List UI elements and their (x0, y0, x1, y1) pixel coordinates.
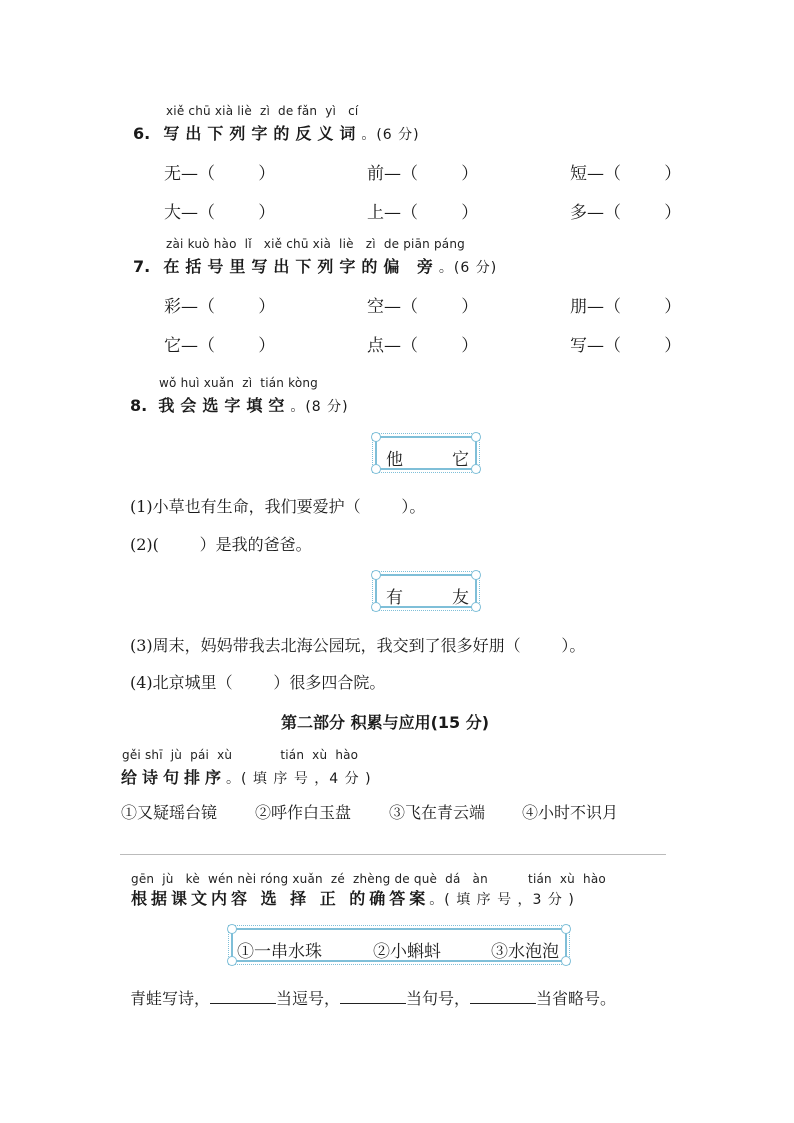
q9-option-2: ②呼作白玉盘 (255, 803, 352, 822)
q10-sentence (130, 986, 616, 1009)
word-box-1 (375, 436, 477, 470)
q9-option-1: ①又疑瑶台镜 (121, 803, 218, 822)
answer-blank-1[interactable] (210, 1002, 276, 1004)
q6-item-3: 短—（ ） (570, 164, 682, 184)
part2-title: 第二部分 积累与应用(15 分) (281, 713, 490, 732)
answer-option: ②小蝌蚪 (373, 942, 441, 962)
q8-pinyin: wǒ huì xuǎn zì tián kòng (159, 376, 318, 390)
corner-ornament (227, 924, 237, 934)
q10-sentence-part-a: 青蛙写诗， (130, 989, 211, 1008)
q10-sentence-part-c: 当句号， (406, 989, 471, 1008)
q6-item-5: 上—（ ） (367, 203, 479, 223)
q6-item-2: 前—（ ） (367, 164, 479, 184)
q10-score: 。( 填 序 号 ，3 分 ) (429, 892, 575, 908)
q7-number: 7. (133, 257, 151, 276)
q6-number: 6. (133, 124, 151, 143)
q9-heading (121, 765, 372, 788)
corner-ornament (471, 602, 481, 612)
corner-ornament (561, 956, 571, 966)
q9-pinyin: gěi shī jù pái xù tián xù hào (122, 748, 359, 762)
corner-ornament (371, 602, 381, 612)
q6-item-1: 无—（ ） (164, 164, 276, 184)
q7-score: 。(6 分) (438, 260, 498, 276)
corner-ornament (371, 432, 381, 442)
q7-text: 在括号里写出下列字的偏 旁 (163, 257, 439, 276)
corner-ornament (371, 570, 381, 580)
corner-ornament (227, 956, 237, 966)
q8-sentence-3: (3)周末，妈妈带我去北海公园玩，我交到了很多好朋（ ）。 (130, 636, 586, 655)
answer-blank-3[interactable] (470, 1002, 536, 1004)
q6-item-4: 大—（ ） (164, 203, 276, 223)
q9-option-4: ④小时不识月 (522, 803, 619, 822)
corner-ornament (471, 464, 481, 474)
q7-item-5: 点—（ ） (367, 336, 479, 356)
corner-ornament (471, 570, 481, 580)
q10-text: 根据课文内容 选 择 正 的确答案 (131, 889, 430, 908)
q7-item-3: 朋—（ ） (570, 297, 682, 317)
word-choice: 友 (452, 588, 469, 608)
q8-heading (130, 393, 349, 416)
q10-sentence-part-b: 当逗号， (276, 989, 341, 1008)
corner-ornament (471, 432, 481, 442)
q7-item-2: 空—（ ） (367, 297, 479, 317)
word-choice: 它 (452, 450, 469, 470)
q7-item-1: 彩—（ ） (164, 297, 276, 317)
q8-number: 8. (130, 396, 148, 415)
q6-pinyin: xiě chū xià liè zì de fǎn yì cí (166, 104, 359, 118)
section-divider (120, 854, 666, 855)
q8-sentence-4: (4)北京城里（ ）很多四合院。 (130, 673, 386, 692)
q6-heading (133, 121, 420, 144)
q7-item-4: 它—（ ） (164, 336, 276, 356)
q6-text: 写出下列字的反义词 (163, 124, 362, 143)
q10-sentence-part-d: 当省略号。 (536, 989, 617, 1008)
q8-sentence-2: (2)( ）是我的爸爸。 (130, 535, 312, 554)
q7-pinyin: zài kuò hào lǐ xiě chū xià liè zì de piān páng (166, 237, 465, 251)
answer-option: ③水泡泡 (491, 942, 559, 962)
word-box-2 (375, 574, 477, 608)
word-choice: 他 (386, 450, 403, 470)
corner-ornament (371, 464, 381, 474)
q9-text: 给诗句排序 (121, 768, 227, 787)
q6-item-6: 多—（ ） (570, 203, 682, 223)
q8-text: 我会选字填空 (158, 396, 291, 415)
answer-blank-2[interactable] (340, 1002, 406, 1004)
q7-item-6: 写—（ ） (570, 336, 682, 356)
q9-score: 。( 填 序 号 ，4 分 ) (226, 771, 372, 787)
q8-sentence-1: (1)小草也有生命，我们要爱护（ ）。 (130, 497, 426, 516)
q7-heading (133, 254, 497, 277)
q10-pinyin: gēn jù kè wén nèi róng xuǎn zé zhèng de què dá àn tián xù hào (131, 872, 606, 886)
q6-score: 。(6 分) (361, 127, 420, 143)
corner-ornament (561, 924, 571, 934)
answer-option: ①一串水珠 (237, 942, 322, 962)
word-choice: 有 (386, 588, 403, 608)
q9-option-3: ③飞在青云端 (389, 803, 486, 822)
word-box-3 (231, 928, 567, 962)
q10-heading (131, 886, 575, 909)
q8-score: 。(8 分) (290, 399, 349, 415)
